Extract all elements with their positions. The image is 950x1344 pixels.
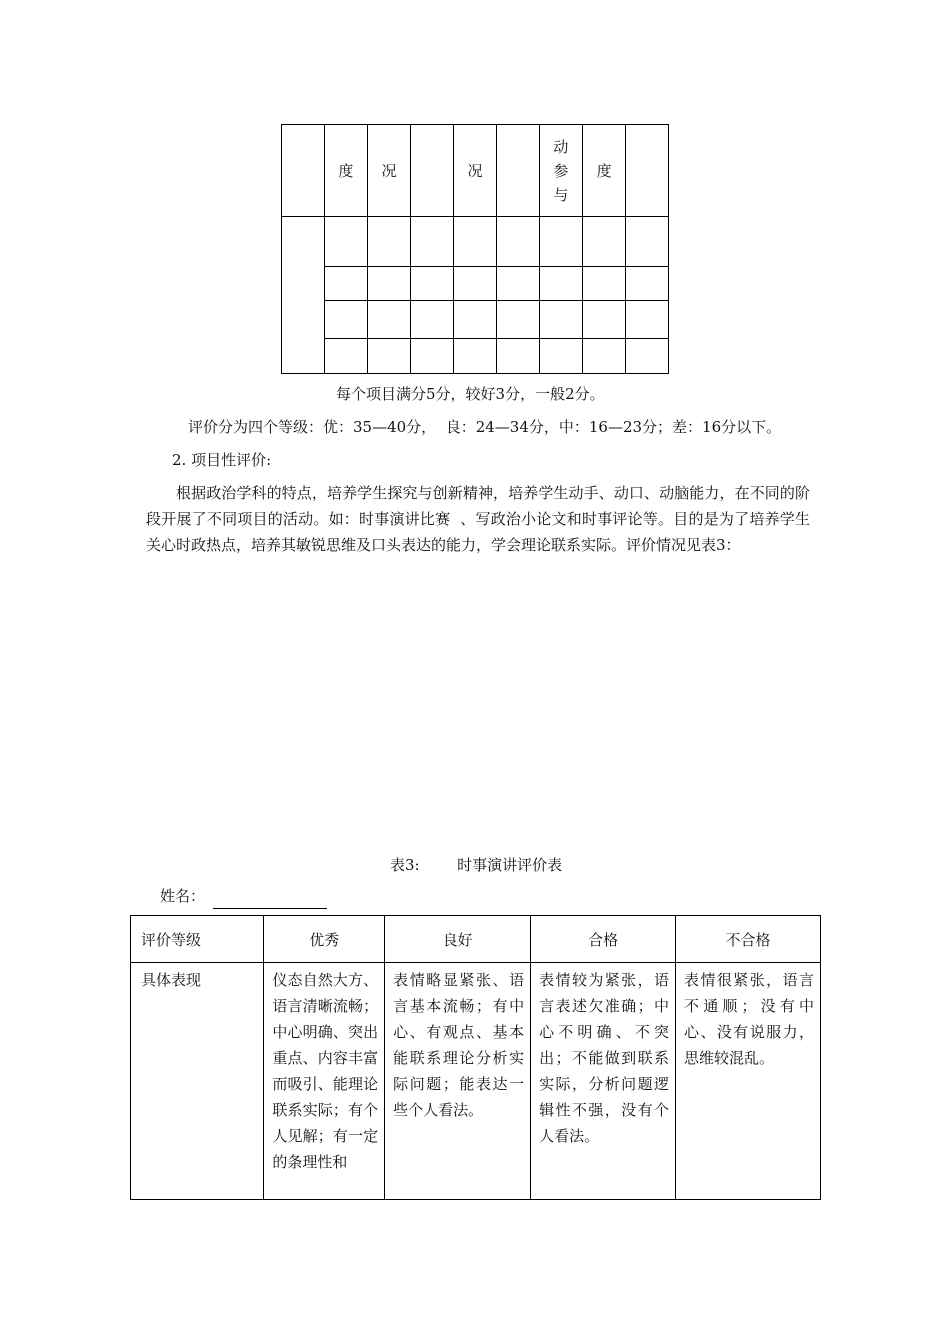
grid-row [282, 267, 669, 301]
grid-header-row [282, 125, 669, 217]
grading-note: 评价分为四个等级：优：35—40分， 良：24—34分，中：16—23分；差：16分以下。 [188, 418, 782, 436]
grid-cell [539, 267, 582, 301]
eval-header-row [131, 916, 821, 963]
eval-header-cell: 不合格 [676, 916, 821, 963]
grid-cell [626, 267, 669, 301]
grid-cell [367, 339, 410, 374]
grid-cell [583, 217, 626, 267]
grid-cell [626, 301, 669, 339]
speech-evaluation-table [130, 915, 821, 1200]
name-blank-line [213, 888, 327, 909]
name-label: 姓名： [160, 887, 206, 905]
eval-cell-fail: 表情很紧张，语言不通顺；没有中心、没有说服力，思维较混乱。 [676, 963, 821, 1200]
grid-cell [583, 301, 626, 339]
eval-cell-pass: 表情较为紧张，语言表述欠准确；中心不明确、不突出；不能做到联系实际，分析问题逻辑性不强，没有个人看法。 [531, 963, 676, 1200]
table-caption-number: 表3: [390, 856, 420, 874]
table-caption-title: 时事演讲评价表 [457, 856, 563, 874]
grid-cell [367, 217, 410, 267]
grid-cell [497, 267, 540, 301]
grid-cell [324, 267, 367, 301]
grid-cell [367, 267, 410, 301]
grid-cell [539, 217, 582, 267]
grid-cell [411, 217, 454, 267]
grid-cell [367, 301, 410, 339]
grid-cell [539, 339, 582, 374]
grid-cell [453, 267, 496, 301]
grid-header-cell: 度 [583, 125, 626, 217]
grid-header-cell: 况 [367, 125, 410, 217]
grid-cell [626, 339, 669, 374]
grid-row-label-cell [282, 217, 325, 374]
grid-cell [453, 339, 496, 374]
grid-cell [411, 267, 454, 301]
grid-cell [626, 217, 669, 267]
grid-header-cell [411, 125, 454, 217]
eval-cell-good: 表情略显紧张、语言基本流畅；有中心、有观点、基本能联系理论分析实际问题；能表达一些个人看法。 [385, 963, 531, 1200]
eval-header-cell: 优秀 [264, 916, 385, 963]
scoring-note: 每个项目满分5分，较好3分，一般2分。 [336, 385, 605, 403]
eval-header-cell: 评价等级 [131, 916, 264, 963]
grid-cell [411, 301, 454, 339]
grid-header-cell [497, 125, 540, 217]
grid-cell [497, 301, 540, 339]
grid-cell [583, 267, 626, 301]
grid-cell [324, 301, 367, 339]
eval-header-cell: 良好 [385, 916, 531, 963]
grid-header-cell: 况 [453, 125, 496, 217]
grid-cell [539, 301, 582, 339]
grid-cell [453, 301, 496, 339]
grid-cell [497, 217, 540, 267]
grid-cell [324, 339, 367, 374]
grid-row [282, 339, 669, 374]
grid-cell [324, 217, 367, 267]
grid-row [282, 217, 669, 267]
eval-row-label: 具体表现 [131, 963, 264, 1200]
grid-cell [453, 217, 496, 267]
grid-header-cell: 度 [324, 125, 367, 217]
grid-cell [497, 339, 540, 374]
score-grid-table [281, 124, 669, 374]
table-caption [390, 852, 562, 878]
grid-cell [583, 339, 626, 374]
name-field [160, 883, 327, 909]
grid-header-cell [282, 125, 325, 217]
grid-header-cell: 动 参 与 [539, 125, 582, 217]
body-paragraph: 根据政治学科的特点，培养学生探究与创新精神，培养学生动手、动口、动脑能力，在不同的阶段开展了不同项目的活动。如：时事演讲比赛 、写政治小论文和时事评论等。目的是为了培养学生关心时政热点，培养其敏锐思维及口头表达的能力，学会理论联系实际。评价情况见表3： [146, 484, 810, 554]
eval-header-cell: 合格 [531, 916, 676, 963]
eval-body-row [131, 963, 821, 1200]
section-heading: 2. 项目性评价: [172, 451, 272, 469]
eval-cell-excellent: 仪态自然大方、语言清晰流畅；中心明确、突出重点、内容丰富而吸引、能理论联系实际；有个人见解；有一定的条理性和 [264, 963, 385, 1200]
grid-row [282, 301, 669, 339]
grid-cell [411, 339, 454, 374]
grid-header-cell [626, 125, 669, 217]
